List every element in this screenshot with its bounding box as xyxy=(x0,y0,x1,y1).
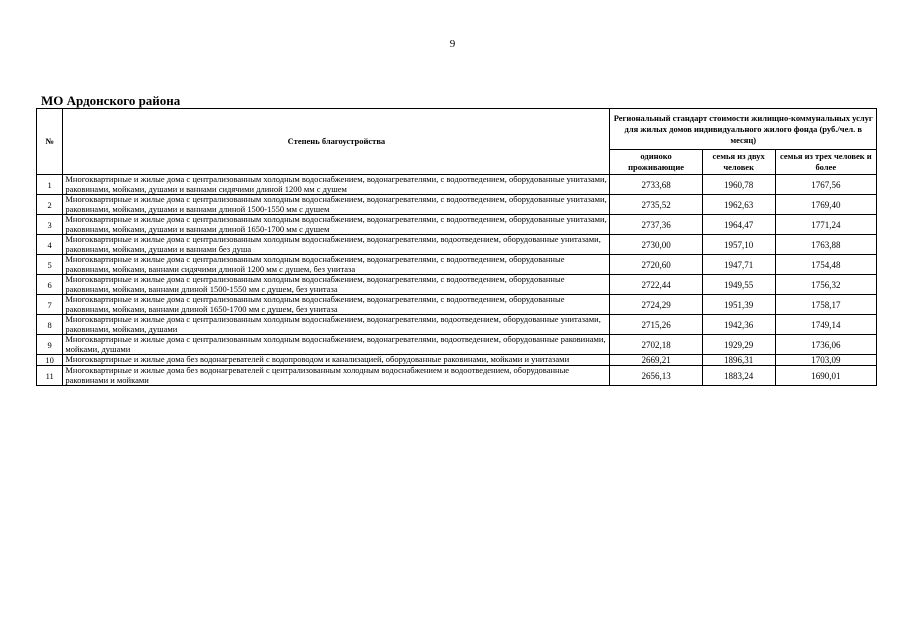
row-value-family2: 1896,31 xyxy=(702,355,775,366)
region-title: МО Ардонского района xyxy=(41,93,181,108)
row-value-single: 2730,00 xyxy=(610,235,702,255)
header-single: одиноко проживающие xyxy=(610,150,702,175)
row-value-family2: 1883,24 xyxy=(702,366,775,386)
row-value-single: 2715,26 xyxy=(610,315,702,335)
row-value-single: 2724,29 xyxy=(610,295,702,315)
row-value-single: 2656,13 xyxy=(610,366,702,386)
header-number: № xyxy=(37,109,63,175)
row-value-single: 2702,18 xyxy=(610,335,702,355)
row-number: 5 xyxy=(37,255,63,275)
row-value-family2: 1947,71 xyxy=(702,255,775,275)
row-number: 4 xyxy=(37,235,63,255)
row-value-family3: 1763,88 xyxy=(775,235,876,255)
row-value-single: 2720,60 xyxy=(610,255,702,275)
header-degree: Степень благоустройства xyxy=(63,109,610,175)
row-description: Многоквартирные и жилые дома без водонагревателей с централизованным холодным водоснабжением и водоотведением, оборудованные раковинами и мойками xyxy=(63,366,610,386)
row-value-family3: 1703,09 xyxy=(775,355,876,366)
row-description: Многоквартирные и жилые дома с централизованным холодным водоснабжением, водонагревателями, водоотведением, оборудованные унитазами, раковинами, мойками, душами и ваннами без душа xyxy=(63,235,610,255)
row-number: 9 xyxy=(37,335,63,355)
row-description: Многоквартирные и жилые дома с централизованным холодным водоснабжением, водонагревателями, с водоотведением, оборудованные раковинами, мойками, ваннами длиной 1650-1700 мм с душем, без унитаза xyxy=(63,295,610,315)
row-description: Многоквартирные и жилые дома с централизованным холодным водоснабжением, водонагревателями, с водоотведением, оборудованные унитазами, раковинами, мойками, душами и ваннами сидячими длиной 1200 мм с душем xyxy=(63,175,610,195)
table-row xyxy=(37,215,877,235)
row-value-family2: 1929,29 xyxy=(702,335,775,355)
row-number: 7 xyxy=(37,295,63,315)
table-row xyxy=(37,366,877,386)
row-number: 3 xyxy=(37,215,63,235)
row-description: Многоквартирные и жилые дома с централизованным холодным водоснабжением, водонагревателями, водоотведением, оборудованные раковинами, мойками, душами xyxy=(63,335,610,355)
row-number: 1 xyxy=(37,175,63,195)
row-value-family3: 1756,32 xyxy=(775,275,876,295)
row-description: Многоквартирные и жилые дома без водонагревателей с водопроводом и канализацией, оборудованные раковинами, мойками и унитазами xyxy=(63,355,610,366)
tariff-table xyxy=(36,108,877,386)
table-row xyxy=(37,295,877,315)
row-value-single: 2737,36 xyxy=(610,215,702,235)
row-number: 10 xyxy=(37,355,63,366)
row-value-family2: 1964,47 xyxy=(702,215,775,235)
row-value-family2: 1951,39 xyxy=(702,295,775,315)
table-row xyxy=(37,175,877,195)
row-description: Многоквартирные и жилые дома с централизованным холодным водоснабжением, водонагревателями, с водоотведением, оборудованные унитазами, раковинами, мойками, душами и ваннами длиной 1500-1550 мм с душем xyxy=(63,195,610,215)
row-value-family3: 1736,06 xyxy=(775,335,876,355)
row-value-family2: 1960,78 xyxy=(702,175,775,195)
table-row xyxy=(37,275,877,295)
row-value-family3: 1749,14 xyxy=(775,315,876,335)
row-value-family3: 1767,56 xyxy=(775,175,876,195)
row-value-family3: 1771,24 xyxy=(775,215,876,235)
row-value-family3: 1754,48 xyxy=(775,255,876,275)
row-value-family3: 1690,01 xyxy=(775,366,876,386)
row-value-single: 2722,44 xyxy=(610,275,702,295)
row-number: 11 xyxy=(37,366,63,386)
table-row xyxy=(37,335,877,355)
row-number: 8 xyxy=(37,315,63,335)
row-description: Многоквартирные и жилые дома с централизованным холодным водоснабжением, водонагревателями, с водоотведением, оборудованные раковинами, мойками, ваннами длиной 1500-1550 мм с душем, без унитаза xyxy=(63,275,610,295)
header-standard: Региональный стандарт стоимости жилищно-коммунальных услуг для жилых домов индивидуального жилого фонда (руб./чел. в месяц) xyxy=(610,109,877,150)
table-row xyxy=(37,235,877,255)
row-value-single: 2669,21 xyxy=(610,355,702,366)
row-value-family2: 1957,10 xyxy=(702,235,775,255)
row-description: Многоквартирные и жилые дома с централизованным холодным водоснабжением, водонагревателями, водоотведением, оборудованные унитазами, раковинами, мойками, душами xyxy=(63,315,610,335)
row-number: 6 xyxy=(37,275,63,295)
row-value-family2: 1942,36 xyxy=(702,315,775,335)
header-family3: семья из трех человек и более xyxy=(775,150,876,175)
row-value-single: 2733,68 xyxy=(610,175,702,195)
row-description: Многоквартирные и жилые дома с централизованным холодным водоснабжением, водонагревателями, с водоотведением, оборудованные раковинами, мойками, ваннами сидячими длиной 1200 мм с душем, без унитаза xyxy=(63,255,610,275)
table-row xyxy=(37,355,877,366)
row-value-family2: 1962,63 xyxy=(702,195,775,215)
row-number: 2 xyxy=(37,195,63,215)
table-row xyxy=(37,195,877,215)
table-row xyxy=(37,315,877,335)
row-value-family2: 1949,55 xyxy=(702,275,775,295)
table-row xyxy=(37,255,877,275)
row-value-single: 2735,52 xyxy=(610,195,702,215)
header-family2: семья из двух человек xyxy=(702,150,775,175)
row-description: Многоквартирные и жилые дома с централизованным холодным водоснабжением, водонагревателями, с водоотведением, оборудованные унитазами, раковинами, мойками, душами и ваннами длиной 1650-1700 мм с душем xyxy=(63,215,610,235)
row-value-family3: 1769,40 xyxy=(775,195,876,215)
row-value-family3: 1758,17 xyxy=(775,295,876,315)
page-number: 9 xyxy=(449,38,456,50)
